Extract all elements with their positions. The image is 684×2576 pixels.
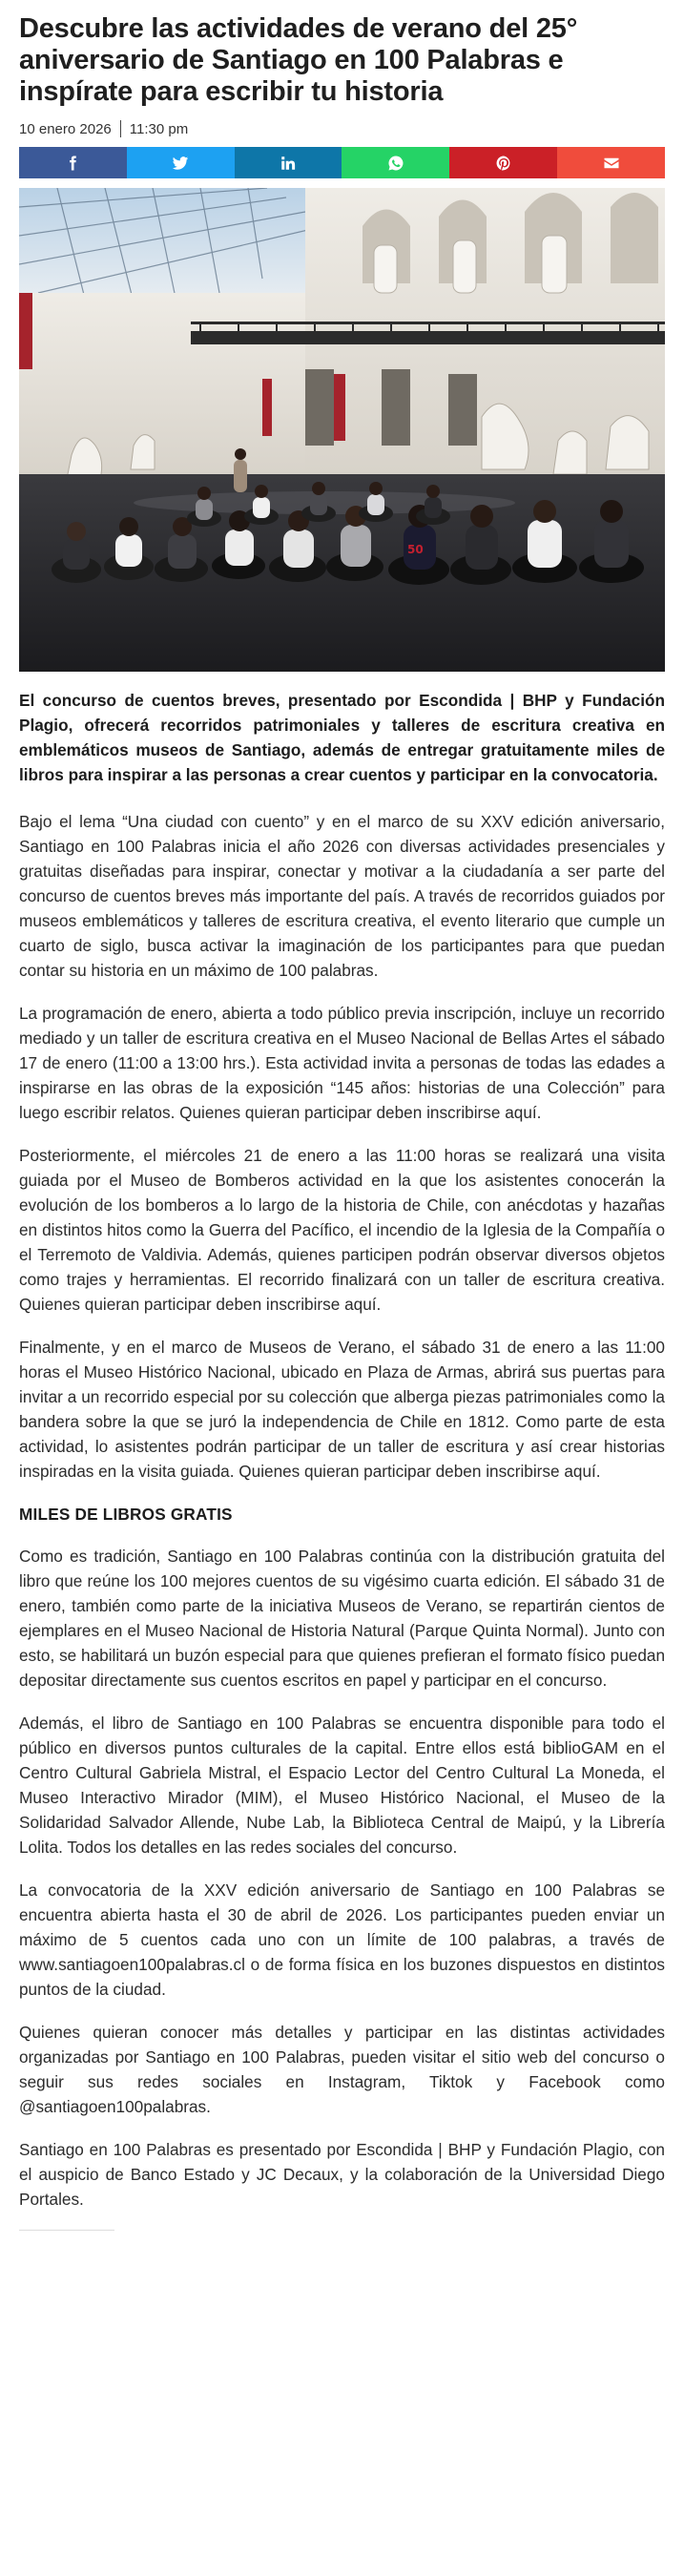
share-bar xyxy=(19,147,665,178)
article-paragraph: Posteriormente, el miércoles 21 de enero a las 11:00 horas se realizará una visita guiada por el Museo de Bomberos actividad en la que los asistentes conocerán la evolución de los bomberos a lo largo de la historia de Chile, con anécdotas y hazañas en distintos hitos como la Guerra del Pacífico, el incendio de la Iglesia de la Compañía o el Terremoto de Valdivia. Además, quienes participen podrán observar diversos objetos como trajes y herramientas. El recorrido finalizará con un taller de escritura creativa. Quienes quieran participar deben inscribirse aquí. xyxy=(19,1146,665,1314)
linkedin-icon xyxy=(280,155,297,172)
article-paragraph: Santiago en 100 Palabras es presentado por Escondida | BHP y Fundación Plagio, con el auspicio de Banco Estado y JC Decaux, y la colaboración de la Universidad Diego Portales. xyxy=(19,2140,665,2209)
svg-text:50: 50 xyxy=(407,543,424,556)
article-paragraph: Finalmente, y en el marco de Museos de Verano, el sábado 31 de enero a las 11:00 horas el Museo Histórico Nacional, ubicado en Plaza de Armas, abrirá sus puertas para invitar a un recorrido especial por su colección que alberga piezas patrimoniales como la bandera sobre la que se juró la independencia de Chile en 1812. Como parte de esta actividad, lo asistentes podrán participar de un taller de escritura y así crear historias inspiradas en la visita guiada. Quienes quieran participar deben inscribirse aquí. xyxy=(19,1338,665,1481)
article-paragraph: Como es tradición, Santiago en 100 Palabras continúa con la distribución gratuita del libro que reúne los 100 mejores cuentos de su vigésimo cuarta edición. El sábado 31 de enero, también como parte de la iniciativa Museos de Verano, se repartirán cientos de ejemplares en el Museo Nacional de Historia Natural (Parque Quinta Normal). Junto con esto, se habilitará un buzón especial para que quienes prefieran el formato físico puedan depositar directamente sus cuentos escritos en papel y participar en el concurso. xyxy=(19,1547,665,1690)
article-paragraph: Quienes quieran conocer más detalles y participar en las distintas actividades organizadas por Santiago en 100 Palabras, pueden visitar el sitio web del concurso o seguir sus redes sociales en Instagram, Tiktok y Facebook como @santiagoen100palabras. xyxy=(19,2023,665,2116)
article-hero-image xyxy=(19,188,665,672)
share-linkedin-button[interactable] xyxy=(235,147,342,178)
article-meta xyxy=(19,120,665,137)
share-pinterest-button[interactable] xyxy=(449,147,557,178)
article-body xyxy=(19,688,665,2231)
twitter-icon xyxy=(172,155,189,172)
article-title: Descubre las actividades de verano del 25° aniversario de Santiago en 100 Palabras e inspírate para escribir tu historia xyxy=(19,13,578,107)
footer-divider xyxy=(19,2230,114,2231)
publish-date: 10 enero 2026 xyxy=(19,120,112,137)
museum-hall-illustration xyxy=(19,188,665,672)
article-paragraph: Bajo el lema “Una ciudad con cuento” y en el marco de su XXV edición aniversario, Santiago en 100 Palabras inicia el año 2026 con diversas actividades presenciales y gratuitas diseñadas para inspirar, conectar y motivar a la ciudadanía a ser parte del concurso de cuentos breves más importante del país. A través de recorridos guiados por museos emblemáticos y talleres de escritura creativa, el evento literario que cumple un cuarto de siglo, busca activar la imaginación de los participantes para que puedan contar su historia en un máximo de 100 palabras. xyxy=(19,812,665,980)
pinterest-icon xyxy=(495,155,512,172)
meta-divider xyxy=(120,120,121,137)
article-paragraph: La convocatoria de la XXV edición aniversario de Santiago en 100 Palabras se encuentra abierta hasta el 30 de abril de 2026. Los participantes pueden enviar un máximo de 5 cuentos cada uno con un límite de 100 palabras, a través de www.santiagoen100palabras.cl o de forma física en los buzones dispuestos en distintos puntos de la ciudad. xyxy=(19,1880,665,1999)
article-paragraph: Además, el libro de Santiago en 100 Palabras se encuentra disponible para todo el público en diversos puntos culturales de la capital. Entre ellos está biblioGAM en el Centro Cultural Gabriela Mistral, el Espacio Lector del Centro Cultural La Moneda, el Museo Interactivo Mirador (MIM), el Museo Histórico Nacional, el Museo de la Solidaridad Salvador Allende, Nube Lab, la Biblioteca Central de Maipú, y la Librería Lolita. Todos los detalles en las redes sociales del concurso. xyxy=(19,1714,665,1857)
share-facebook-button[interactable] xyxy=(19,147,127,178)
section-heading: MILES DE LIBROS GRATIS xyxy=(19,1505,233,1524)
article-container xyxy=(19,0,665,2231)
whatsapp-icon xyxy=(387,155,404,172)
email-icon xyxy=(603,155,620,172)
share-whatsapp-button[interactable] xyxy=(342,147,449,178)
share-twitter-button[interactable] xyxy=(127,147,235,178)
article-paragraph: La programación de enero, abierta a todo público previa inscripción, incluye un recorrido mediado y un taller de escritura creativa en el Museo Nacional de Bellas Artes el sábado 17 de enero (11:00 a 13:00 hrs.). Esta actividad invita a personas de todas las edades a inspirarse en las obras de la exposición “145 años: historias de una Colección” para luego escribir relatos. Quienes quieran participar deben inscribirse aquí. xyxy=(19,1004,665,1122)
article-lead: El concurso de cuentos breves, presentado por Escondida | BHP y Fundación Plagio, ofrecerá recorridos patrimoniales y talleres de escritura creativa en emblemáticos museos de Santiago, además de entregar gratuitamente miles de libros para inspirar a las personas a crear cuentos y participar en la convocatoria. xyxy=(19,691,665,784)
publish-time: 11:30 pm xyxy=(129,120,189,137)
facebook-icon xyxy=(64,155,81,172)
share-email-button[interactable] xyxy=(557,147,665,178)
